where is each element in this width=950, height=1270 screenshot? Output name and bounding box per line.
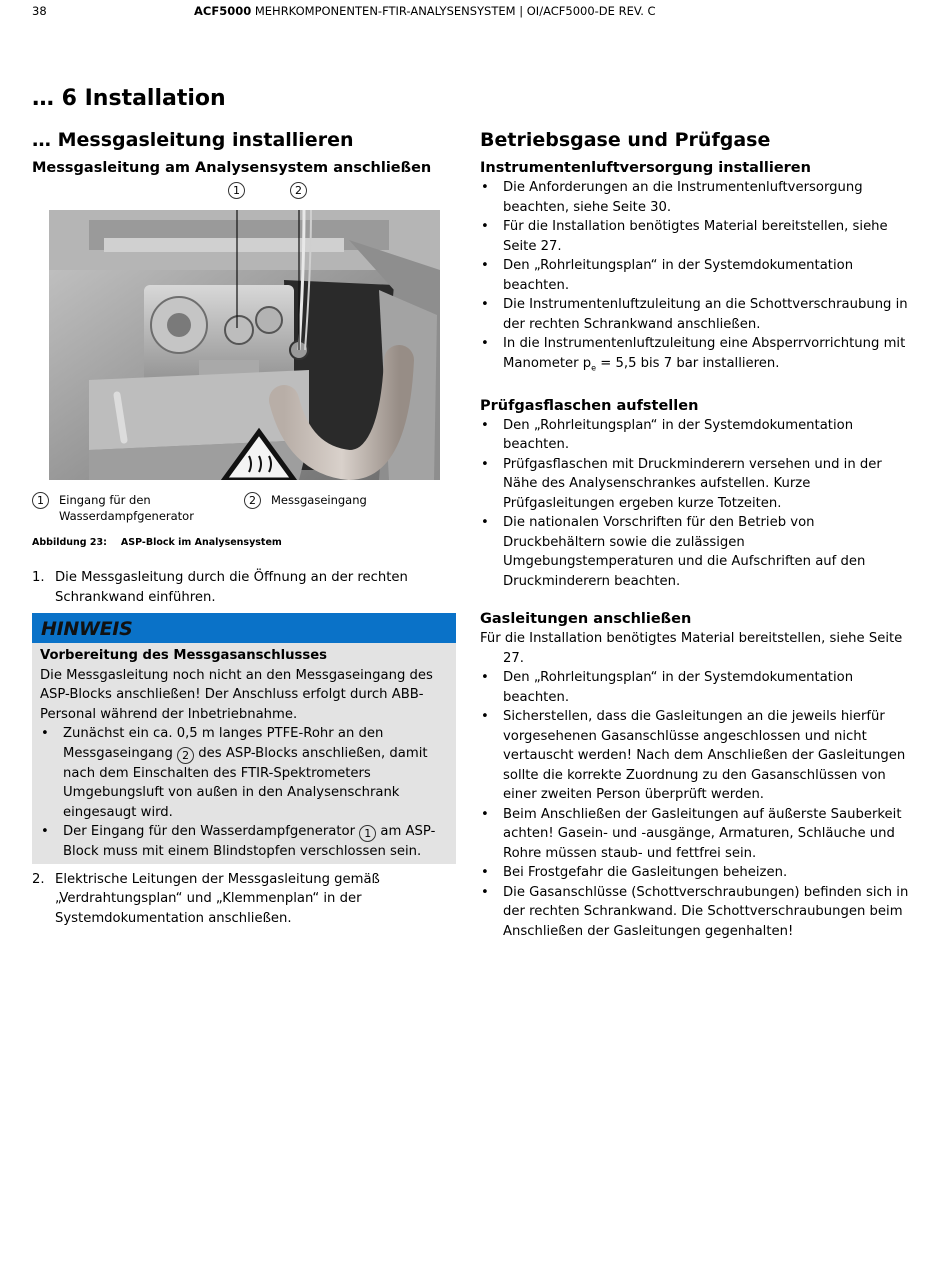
note-body — [32, 643, 456, 864]
note-bullet-1-a: Zunächst ein ca. 0,5 m langes PTFE-Rohr an den Messgaseingang — [63, 726, 384, 761]
note-bullets — [40, 724, 448, 862]
legend-num-1: 1 — [32, 492, 49, 509]
note-intro: Die Messgasleitung noch nicht an den Messgaseingang des ASP-Blocks anschließen! Der Anschluss erfolgt durch ABB-Personal während der Inbetriebnahme. — [40, 667, 433, 722]
step-2-number: 2. — [32, 871, 45, 887]
caption-number: Abbildung 23: — [32, 537, 107, 548]
section-title-betriebsgase: Betriebsgase und Prüfgase — [480, 129, 771, 151]
legend-num-2: 2 — [244, 492, 261, 509]
pruef-item: • Prüfgasflaschen mit Druckminderern versehen und in der Nähe des Analysenschrankes aufstellen. Kurze Prüfgasleitungen ergeben kurze Totzeiten. — [480, 455, 910, 514]
note-box — [32, 613, 456, 864]
instr-last-b: = 5,5 bis 7 bar installieren. — [596, 355, 780, 371]
figure-caption — [32, 536, 456, 550]
note-bullet-2 — [40, 822, 448, 862]
instr-item: • Für die Installation benötigtes Material bereitstellen, siehe Seite 27. — [480, 217, 910, 256]
document-title — [194, 4, 656, 18]
steps-list-a — [32, 568, 456, 607]
chapter-title: … 6 Installation — [32, 86, 226, 111]
doc-title-text: MEHRKOMPONENTEN-FTIR-ANALYSENSYSTEM | OI/ACF5000-DE REV. C — [251, 4, 656, 18]
section-title-messgasleitung: … Messgasleitung installieren — [32, 129, 354, 151]
page-header — [32, 4, 932, 20]
note-bullet-2-callout: 1 — [359, 825, 376, 842]
product-name: ACF5000 — [194, 4, 252, 18]
gas-item: • Beim Anschließen der Gasleitungen auf äußerste Sauberkeit achten! Gasein- und -ausgänge, Armaturen, Schläuche und Rohre müssen staub- und fettfrei sein. — [480, 805, 910, 864]
instr-item: • Die Instrumentenluftzuleitung an die Schottverschraubung in der rechten Schrankwand anschließen. — [480, 295, 910, 334]
asp-block-photo — [49, 210, 440, 480]
figure-callout-2: 2 — [290, 182, 307, 199]
figure-legend — [32, 492, 456, 536]
pruef-title: Prüfgasflaschen aufstellen — [480, 397, 699, 414]
instr-item: • Den „Rohrleitungsplan“ in der Systemdokumentation beachten. — [480, 256, 910, 295]
figure-callout-1: 1 — [228, 182, 245, 199]
subsection-title: Messgasleitung am Analysensystem anschließen — [32, 160, 432, 176]
legend-item-1 — [32, 492, 232, 524]
pruef-list — [480, 416, 910, 592]
caption-text: ASP-Block im Analysensystem — [120, 537, 282, 548]
legend-text-2: Messgaseingang — [271, 493, 367, 507]
note-bullet-1-callout: 2 — [177, 747, 194, 764]
gas-item: • Den „Rohrleitungsplan“ in der Systemdokumentation beachten. — [480, 668, 910, 707]
instr-item-last — [480, 334, 910, 378]
gas-item: • Die Gasanschlüsse (Schottverschraubungen) befinden sich in der rechten Schrankwand. Die Schottverschraubungen beim Anschließen der Gasleitungen gegenhalten! — [480, 883, 910, 942]
step-1-text: Die Messgasleitung durch die Öffnung an der rechten Schrankwand einführen. — [55, 570, 408, 605]
step-2-text: Elektrische Leitungen der Messgasleitung gemäß „Verdrahtungsplan“ und „Klemmenplan“ in der Systemdokumentation anschließen. — [55, 871, 380, 926]
instr-item: • Die Anforderungen an die Instrumentenluftversorgung beachten, siehe Seite 30. — [480, 178, 910, 217]
gas-title: Gasleitungen anschließen — [480, 611, 692, 628]
step-1 — [32, 568, 456, 607]
steps-list-b — [32, 870, 456, 929]
note-bullet-2-b: am ASP-Block muss mit einem Blindstopfen verschlossen sein. — [63, 824, 436, 859]
note-bullet-1-b: des ASP-Blocks anschließen, damit nach dem Einschalten des FTIR-Spektrometers Umgebungsluft von außen in den Analysenschrank eingesaugt wird. — [63, 745, 428, 820]
note-bullet-2-a: Der Eingang für den Wasserdampfgenerator — [63, 824, 360, 839]
note-heading: Vorbereitung des Messgasanschlusses — [40, 648, 328, 663]
left-column — [32, 128, 456, 928]
instr-last-sub: e — [591, 363, 597, 373]
page-number: 38 — [32, 4, 47, 18]
gas-item: • Sicherstellen, dass die Gasleitungen an die jeweils hierfür vorgesehenen Gasanschlüsse angeschlossen und nicht vertauscht werden! Nach dem Anschließen der Gasleitungen sollte die korrekte Zuordnung zu den Gasanschlüssen von einer zweiten Person überprüft werden. — [480, 707, 910, 805]
step-2 — [32, 870, 456, 929]
instr-last-a: In die Instrumentenluftzuleitung eine Absperrvorrichtung mit Manometer p — [503, 336, 906, 371]
pruef-item: • Die nationalen Vorschriften für den Betrieb von Druckbehältern sowie die zulässigen Umgebungstemperaturen und die Aufschriften auf den Druckminderern beachten. — [480, 513, 910, 591]
instr-title: Instrumentenluftversorgung installieren — [480, 160, 811, 176]
legend-item-2 — [244, 492, 444, 509]
pruef-item: • Den „Rohrleitungsplan“ in der Systemdokumentation beachten. — [480, 416, 910, 455]
note-bullet-1 — [40, 724, 448, 822]
gas-intro: Für die Installation benötigtes Material bereitstellen, siehe Seite 27. — [480, 631, 903, 666]
gas-list — [480, 668, 910, 941]
right-column — [480, 128, 910, 941]
asp-block-illustration — [49, 210, 440, 480]
gas-item: • Bei Frostgefahr die Gasleitungen beheizen. — [480, 863, 910, 883]
figure-asp-block — [32, 182, 456, 482]
step-1-number: 1. — [32, 570, 45, 585]
legend-text-1: Eingang für den Wasserdampfgenerator — [59, 493, 194, 523]
note-label: HINWEIS — [32, 613, 456, 643]
instr-list — [480, 178, 910, 378]
